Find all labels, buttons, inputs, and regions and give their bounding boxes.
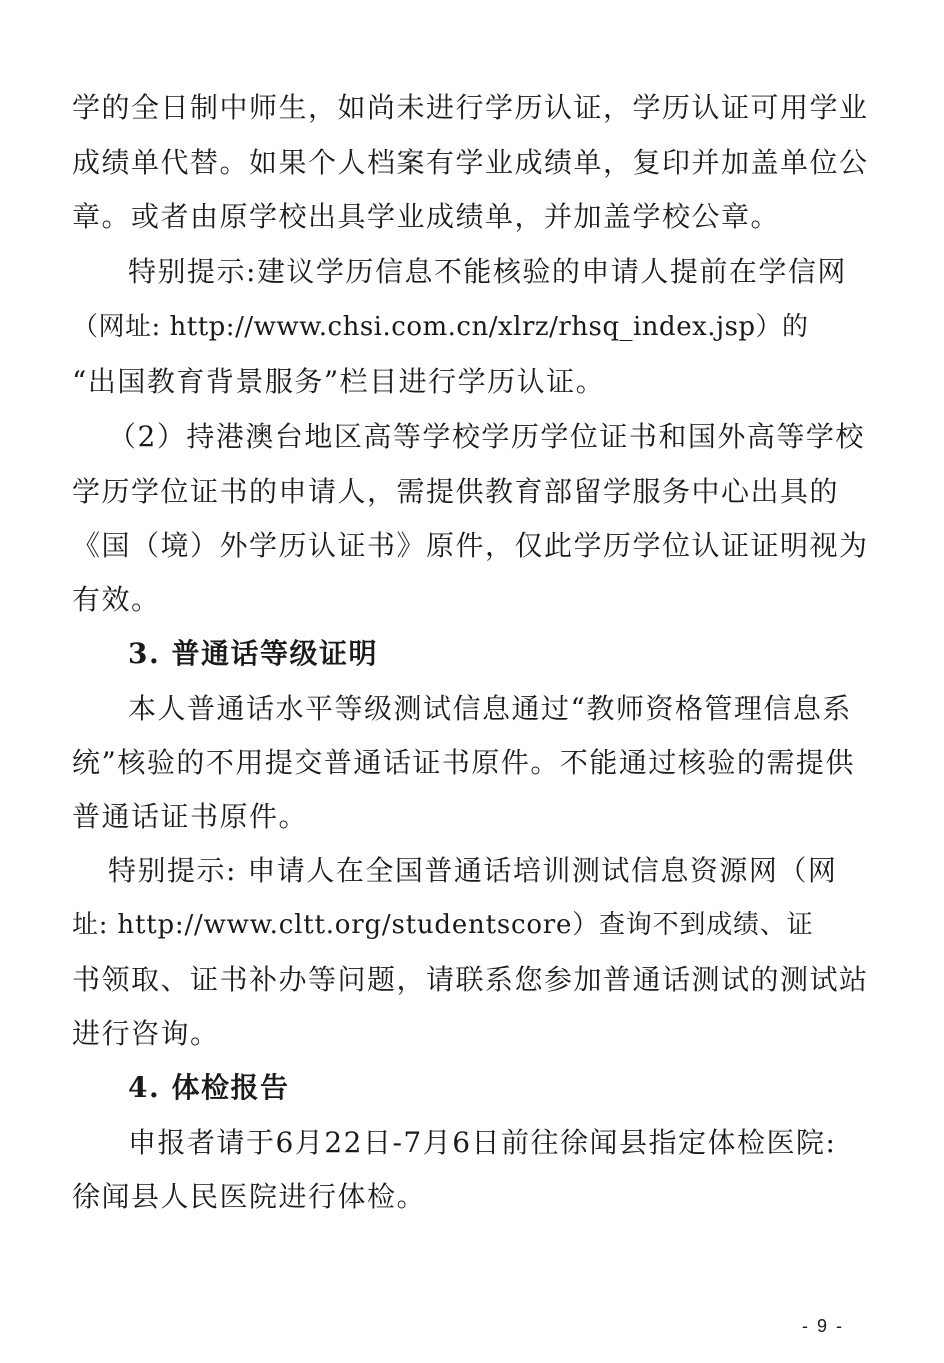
- paragraph-line: 学的全日制中师生，如尚未进行学历认证，学历认证可用学业: [72, 91, 869, 124]
- paragraph-line: “出国教育背景服务”栏目进行学历认证。: [72, 365, 606, 398]
- paragraph-line: 普通话证书原件。: [72, 800, 309, 833]
- paragraph-line: 学历学位证书的申请人，需提供教育部留学服务中心出具的: [72, 475, 840, 508]
- paragraph-line: 书领取、证书补办等问题，请联系您参加普通话测试的测试站: [72, 963, 869, 996]
- section-heading: 3. 普通话等级证明: [128, 637, 378, 670]
- special-note-line: 特别提示:建议学历信息不能核验的申请人提前在学信网: [128, 255, 847, 288]
- page-number: - 9 -: [801, 1316, 844, 1336]
- paragraph-line: 申报者请于6月22日-7月6日前往徐闻县指定体检医院:: [128, 1126, 837, 1159]
- paragraph-line: 《国（境）外学历认证书》原件，仅此学历学位认证证明视为: [72, 529, 869, 562]
- url-line: 址: http://www.cltt.org/studentscore）查询不到成绩、证: [72, 910, 814, 940]
- paragraph-line: 本人普通话水平等级测试信息通过“教师资格管理信息系: [128, 692, 852, 725]
- special-note-line: 特别提示: 申请人在全国普通话培训测试信息资源网（网: [108, 854, 838, 887]
- paragraph-line: 有效。: [72, 583, 161, 616]
- section-heading: 4. 体检报告: [128, 1071, 290, 1104]
- paragraph-line: 进行咨询。: [72, 1017, 220, 1050]
- paragraph-line: 徐闻县人民医院进行体检。: [72, 1180, 427, 1213]
- paragraph-line: 统”核验的不用提交普通话证书原件。不能通过核验的需提供: [72, 746, 855, 779]
- paragraph-line: （2）持港澳台地区高等学校学历学位证书和国外高等学校: [108, 420, 865, 453]
- paragraph-line: 成绩单代替。如果个人档案有学业成绩单，复印并加盖单位公: [72, 146, 869, 179]
- url-line: （网址: http://www.chsi.com.cn/xlrz/rhsq_index.jsp）的: [72, 312, 809, 342]
- paragraph-line: 章。或者由原学校出具学业成绩单，并加盖学校公章。: [72, 200, 781, 233]
